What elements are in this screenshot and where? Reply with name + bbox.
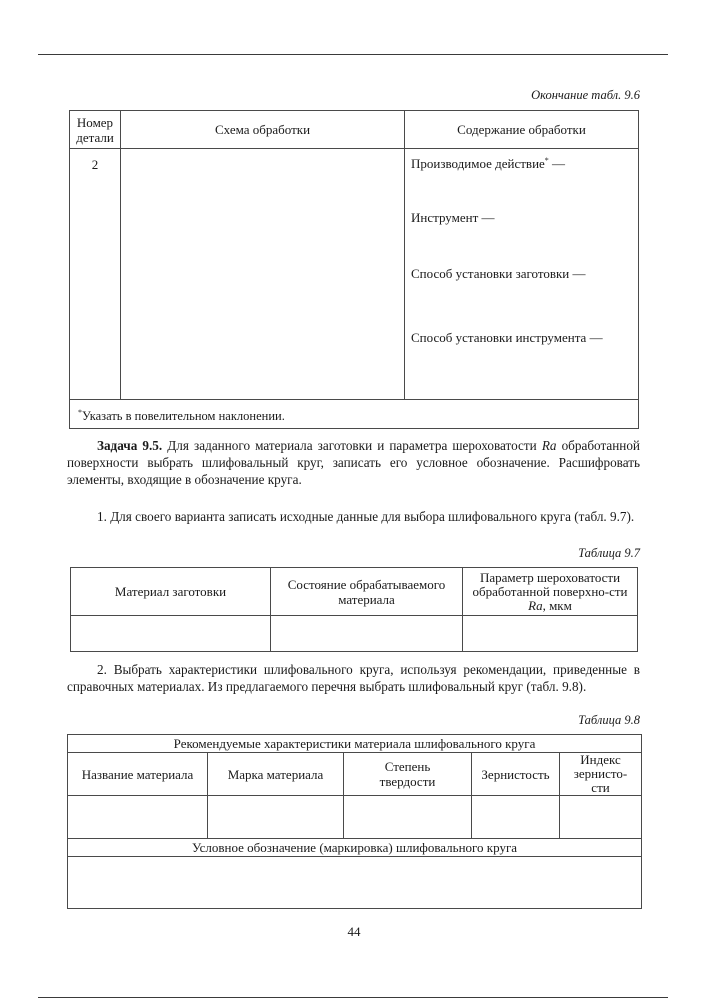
table-9-7-header-material: Материал заготовки xyxy=(71,568,271,616)
content-item-tool-setup: Способ установки инструмента — xyxy=(411,330,603,345)
table-9-8-cell-material-grade[interactable] xyxy=(208,796,344,839)
table-9-8 xyxy=(67,734,642,909)
table-9-8-header-grit-index: Индекс зернисто-сти xyxy=(560,753,642,796)
table-9-7-cell-roughness[interactable] xyxy=(463,616,638,652)
table-9-8-header-material-grade: Марка материала xyxy=(208,753,344,796)
task-9-5-paragraph xyxy=(67,437,640,488)
table-9-8-header-grit: Зернистость xyxy=(472,753,560,796)
roughness-header-unit: , мкм xyxy=(542,597,572,613)
footnote-text: Указать в повелительном наклонении. xyxy=(82,408,285,423)
header-number-line2: детали xyxy=(76,129,114,145)
table-9-8-marking-cell[interactable] xyxy=(68,857,642,909)
content-cell[interactable] xyxy=(405,149,639,400)
table-9-6-header-content: Содержание обработки xyxy=(405,111,639,149)
table-9-7-cell-state[interactable] xyxy=(271,616,463,652)
table-9-6-header-scheme: Схема обработки xyxy=(121,111,405,149)
table-9-7-cell-material[interactable] xyxy=(71,616,271,652)
roughness-header-ra: Ra xyxy=(528,597,543,613)
content-item-action xyxy=(411,153,565,171)
table-9-6-caption: Окончание табл. 9.6 xyxy=(531,88,640,102)
content-item-workpiece-setup: Способ установки заготовки — xyxy=(411,266,586,281)
header-number-line1: Номер xyxy=(76,114,114,130)
task-text-2: обработанной поверхности выбрать шлифовальный круг, записать его условное обозначение. Расшифровать элементы, входящие в обозначение круга. xyxy=(67,438,640,487)
table-9-7-header-state: Состояние обрабатываемого материала xyxy=(271,568,463,616)
table-9-8-cell-grit[interactable] xyxy=(472,796,560,839)
table-9-6-footnote xyxy=(70,400,639,429)
page-top-rule xyxy=(38,54,668,55)
footnote-mark: * xyxy=(78,407,82,417)
table-9-8-cell-grit-index[interactable] xyxy=(560,796,642,839)
table-9-8-group-header: Рекомендуемые характеристики материала шлифовального круга xyxy=(68,735,642,753)
table-9-7 xyxy=(70,567,638,652)
table-9-8-marking-header: Условное обозначение (маркировка) шлифовального круга xyxy=(68,839,642,857)
task-ra: Ra xyxy=(541,438,557,453)
detail-number: 2 xyxy=(91,157,99,172)
table-9-8-cell-hardness[interactable] xyxy=(344,796,472,839)
step-2-paragraph: 2. Выбрать характеристики шлифовального круга, используя рекомендации, приведенные в справочных материалах. Из предлагаемого перечня выбрать шлифовальный круг (табл. 9.8). xyxy=(67,662,640,694)
footnote-mark: * xyxy=(544,156,549,165)
content-item-tool: Инструмент — xyxy=(411,210,495,225)
task-text-1: Для заданного материала заготовки и параметра шероховатости xyxy=(162,438,542,453)
content-item-action-label: Производимое действие xyxy=(411,156,545,171)
task-title: Задача 9.5. xyxy=(97,438,163,453)
table-9-7-header-roughness xyxy=(463,568,638,616)
table-9-7-caption: Таблица 9.7 xyxy=(578,546,640,560)
table-9-6-header-number xyxy=(70,111,121,149)
detail-number-cell xyxy=(70,149,121,400)
scheme-cell[interactable] xyxy=(121,149,405,400)
step-1-paragraph: 1. Для своего варианта записать исходные данные для выбора шлифовального круга (табл. 9.7). xyxy=(97,509,635,524)
page-bottom-rule xyxy=(38,997,668,998)
table-9-8-header-material-name: Название материала xyxy=(68,753,208,796)
table-9-8-cell-material-name[interactable] xyxy=(68,796,208,839)
content-item-action-dash: — xyxy=(548,156,566,171)
table-9-8-caption: Таблица 9.8 xyxy=(578,713,640,727)
page-number: 44 xyxy=(347,924,361,939)
table-9-8-header-hardness: Степень твердости xyxy=(344,753,472,796)
roughness-header-text: Параметр шероховатости обработанной поверхно-сти xyxy=(472,569,628,599)
table-9-6 xyxy=(69,110,639,429)
